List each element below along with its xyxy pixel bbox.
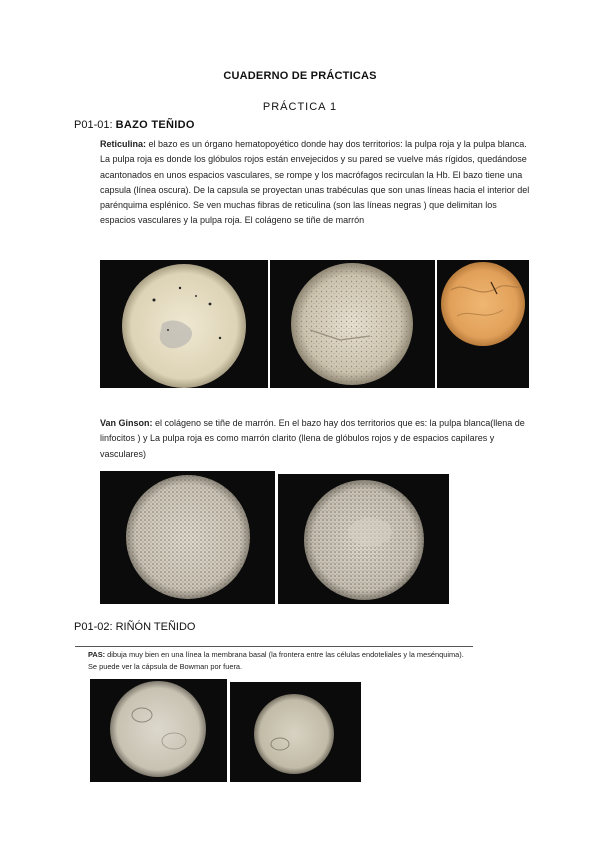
section-name: RIÑÓN TEÑIDO	[115, 621, 196, 633]
vangieson-text: el colágeno se tiñe de marrón. En el bazo hay dos territorios que es: la pulpa blanca(llena de linfocitos ) y La pulpa roja es como marrón clarito (llena de glóbulos rojos y de espacios capilares y vasculares)	[100, 418, 525, 459]
document-subtitle: PRÁCTICA 1	[262, 101, 338, 113]
micrograph-image	[230, 682, 361, 782]
section-heading-rinon	[74, 621, 195, 633]
section-code: P01-01:	[74, 119, 113, 131]
micrograph-image	[100, 471, 275, 604]
micrograph-pas-1	[90, 679, 227, 782]
micrograph-image	[278, 474, 449, 604]
section-code: P01-02:	[74, 621, 113, 633]
micrograph-image	[100, 260, 268, 388]
micrograph-reticulina-2	[270, 260, 435, 388]
vangieson-paragraph	[100, 416, 532, 462]
document-title: CUADERNO DE PRÁCTICAS	[223, 70, 377, 82]
reticulina-text: el bazo es un órgano hematopoyético donde hay dos territorios: la pulpa roja y la pulpa blanca. La pulpa roja es donde los glóbulos rojos están envejecidos y su pared se vuelve más rígidos, quedándose acantonados en unos espacios vasculares, se rompe y los macrófagos recirculan la Hb. El bazo tiene una capsula (línea oscura). De la capsula se proyectan unas trabéculas que son unas líneas hacia el interior del parénquima esplénico. Se ven muchas fibras de reticulina (son las líneas negras ) que delimitan los espacios vasculares y la pulpa roja. El colágeno se tiñe de marrón	[100, 139, 530, 226]
reticulina-paragraph	[100, 137, 530, 229]
micrograph-reticulina-3	[437, 260, 529, 388]
section-name: BAZO TEÑIDO	[115, 119, 195, 131]
micrograph-image	[437, 260, 529, 388]
divider-line	[75, 646, 473, 647]
micrograph-image	[90, 679, 227, 782]
micrograph-pas-2	[230, 682, 361, 782]
stain-label-reticulina: Reticulina:	[100, 139, 147, 149]
section-heading-bazo	[74, 119, 195, 131]
micrograph-image	[270, 260, 435, 388]
stain-label-pas: PAS:	[88, 650, 106, 659]
micrograph-vangieson-2	[278, 474, 449, 604]
micrograph-reticulina-1	[100, 260, 268, 388]
stain-label-van-ginson: Van Ginson:	[100, 418, 153, 428]
micrograph-vangieson-1	[100, 471, 275, 604]
pas-text: dibuja muy bien en una línea la membrana basal (la frontera entre las células endoteliales y la mesénquima). Se puede ver la cápsula de Bowman por fuera.	[88, 650, 464, 671]
pas-paragraph	[88, 649, 468, 672]
